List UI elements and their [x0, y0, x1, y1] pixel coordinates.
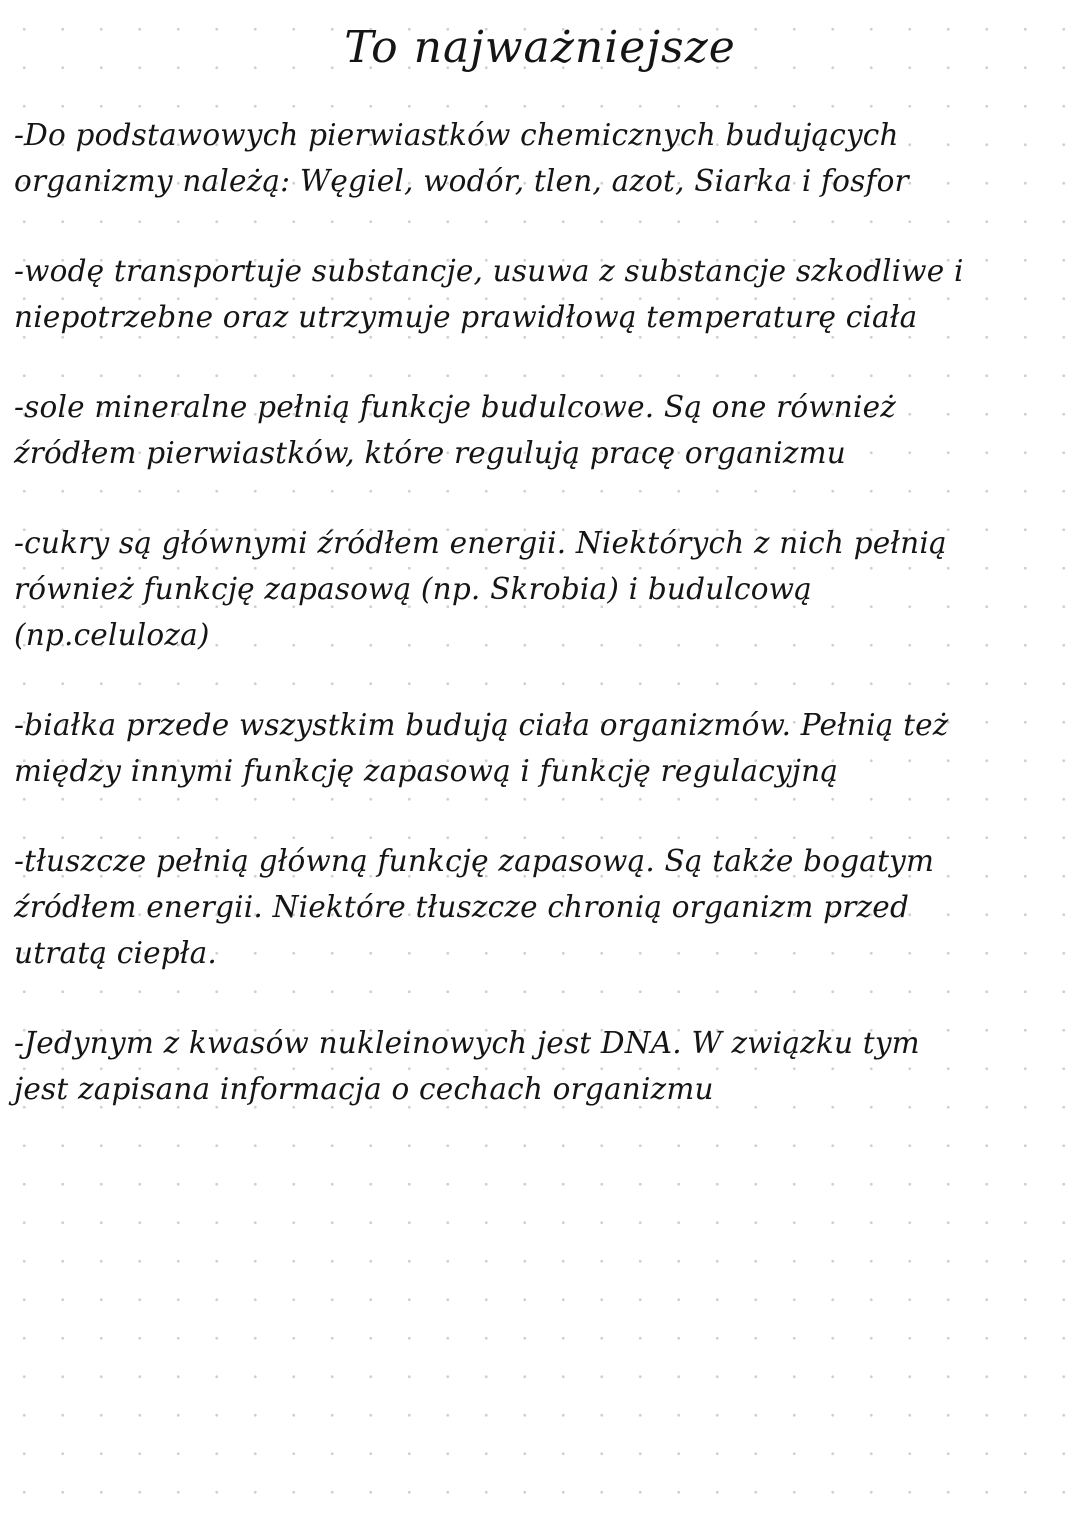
note-line: utratą ciepła.	[14, 936, 217, 970]
note-line: -tłuszcze pełnią główną funkcję zapasową. Są także bogatym	[14, 844, 935, 878]
notes-list	[14, 112, 1054, 1156]
note-line: jest zapisana informacja o cechach organizmu	[14, 1072, 714, 1106]
note-mineral-salts	[14, 384, 1054, 476]
note-line: -białka przede wszystkim budują ciała organizmów. Pełnią też	[14, 708, 949, 742]
note-line: -Jedynym z kwasów nukleinowych jest DNA. W związku tym	[14, 1026, 920, 1060]
note-line: -wodę transportuje substancje, usuwa z substancje szkodliwe i	[14, 254, 964, 288]
note-line: również funkcję zapasową (np. Skrobia) i budulcową	[14, 572, 812, 606]
note-line: między innymi funkcję zapasową i funkcję regulacyjną	[14, 754, 839, 788]
note-line: źródłem pierwiastków, które regulują pracę organizmu	[14, 436, 846, 470]
note-water	[14, 248, 1054, 340]
note-line: niepotrzebne oraz utrzymuje prawidłową temperaturę ciała	[14, 300, 918, 334]
note-fats	[14, 838, 1054, 976]
note-line: -sole mineralne pełnią funkcje budulcowe. Są one również	[14, 390, 897, 424]
note-line: -cukry są głównymi źródłem energii. Niektórych z nich pełnią	[14, 526, 947, 560]
note-sugars	[14, 520, 1054, 658]
note-line: źródłem energii. Niektóre tłuszcze chronią organizm przed	[14, 890, 910, 924]
page-title: To najważniejsze	[344, 22, 736, 73]
note-proteins	[14, 702, 1054, 794]
note-line: -Do podstawowych pierwiastków chemicznych budujących	[14, 118, 899, 152]
note-elements	[14, 112, 1054, 204]
note-line: organizmy należą: Węgiel, wodór, tlen, azot, Siarka i fosfor	[14, 164, 909, 198]
note-nucleic-acids	[14, 1020, 1054, 1112]
note-line: (np.celuloza)	[14, 618, 210, 652]
